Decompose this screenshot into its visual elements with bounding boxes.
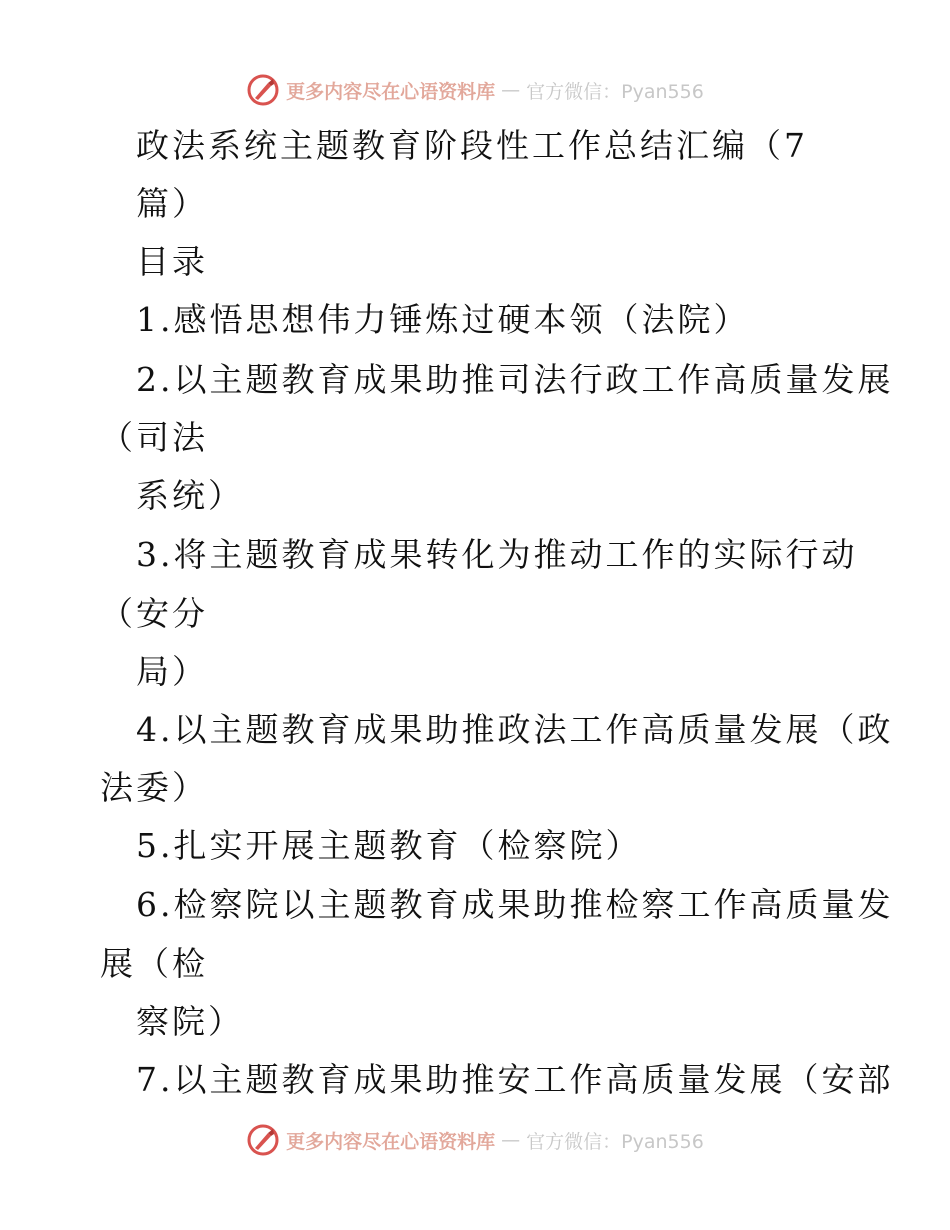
- toc-line: 6.检察院以主题教育成果助推检察工作高质量发: [136, 885, 894, 924]
- toc-line: 1.感悟思想伟力锤炼过硬本领（法院）: [136, 300, 750, 339]
- toc-line: 5.扎实开展主题教育（检察院）: [136, 826, 642, 865]
- watermark-text: 更多内容尽在心语资料库: [286, 1130, 496, 1153]
- toc-line: 2.以主题教育成果助推司法行政工作高质量发展: [136, 360, 894, 399]
- quill-pen-seal-icon: [246, 73, 280, 107]
- toc-line: 察院）: [136, 1002, 244, 1041]
- toc-line: 3.将主题教育成果转化为推动工作的实际行动: [136, 535, 858, 574]
- footer-watermark: [0, 1120, 950, 1160]
- watermark-dash: —: [501, 1129, 521, 1151]
- quill-pen-seal-icon: [246, 1123, 280, 1157]
- watermark-text: 更多内容尽在心语资料库: [286, 80, 496, 103]
- toc-heading: 目录: [136, 242, 208, 281]
- toc-line: 展（检: [100, 944, 208, 983]
- watermark-wechat: 官方微信：Pyan556: [526, 1130, 704, 1153]
- toc-line: 法委）: [100, 768, 208, 807]
- watermark-wechat: 官方微信：Pyan556: [526, 80, 704, 103]
- toc-line: （安分: [100, 594, 208, 633]
- toc-line: 7.以主题教育成果助推安工作高质量发展（安部: [136, 1060, 894, 1099]
- toc-line: 系统）: [136, 476, 244, 515]
- toc-line: 局）: [136, 652, 208, 691]
- toc-line: 4.以主题教育成果助推政法工作高质量发展（政: [136, 710, 894, 749]
- toc-line: （司法: [100, 418, 208, 457]
- watermark-dash: —: [501, 79, 521, 101]
- header-watermark: [0, 70, 950, 110]
- document-title-line-2: 篇）: [136, 184, 208, 223]
- document-title-line-1: 政法系统主题教育阶段性工作总结汇编（7: [136, 126, 808, 165]
